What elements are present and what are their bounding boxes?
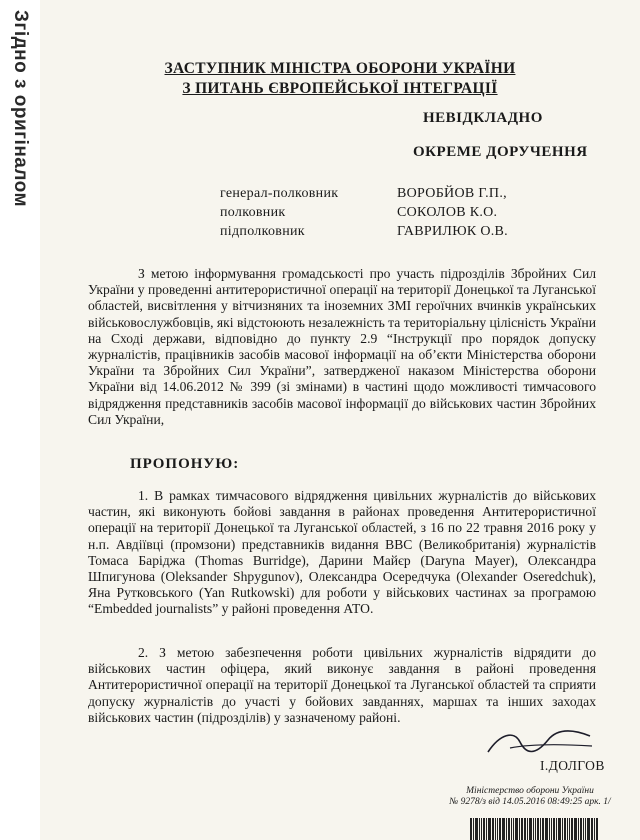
barcode-bar (479, 818, 480, 840)
barcode-bar (508, 818, 510, 840)
recipient-rank: генерал-полковник (220, 186, 339, 201)
barcode-bar (521, 818, 523, 840)
registration-ministry: Міністерство оборони України (466, 786, 594, 796)
certified-copy-stamp (0, 0, 40, 840)
barcode-bar (578, 818, 579, 840)
certified-copy-text: Згідно з оригіналом (10, 10, 31, 208)
barcode-bar (587, 818, 590, 840)
barcode-bar (519, 818, 520, 840)
barcode-bar (481, 818, 482, 840)
barcode-bar (585, 818, 586, 840)
barcode-bar (537, 818, 539, 840)
barcode-bar (527, 818, 528, 840)
barcode-bar (495, 818, 496, 840)
proposal-item-1: 1. В рамках тимчасового відрядження цивільних журналістів до військових частин, які виконують бойові завдання в районах проведення Антитерористичної операції на території Донецької та Луганської областей, з 16 по 22 травня 2016 року у н.п. Авдіївці (промзони) представників видання BBC (Великобританія) журналістів Томаса Баріджа (Thomas Burridge), Дарини Майєр (Daryna Mayer), Олександра Шпигунова (Oleksander Shpygunov), Олександра Осередчука (Olexander Oseredchuk), Яна Рутковського (Yan Rutkowski) для роботи у військових частинах за програмою “Embedded journalists” у районі проведення АТО. (88, 488, 596, 617)
barcode-bar (529, 818, 532, 840)
barcode-bar (556, 818, 557, 840)
barcode-bar (524, 818, 526, 840)
registration-stamp (420, 786, 640, 808)
proposal-item-2: 2. З метою забезпечення роботи цивільних журналістів відрядити до військових частин офіцера, який виконує завдання в районі проведення Антитерористичної операції на території Донецької та Луганської областей та сприяти допуску журналістів до участі у бойових завданнях, маршах та інших заходах військових частин (підрозділів) у зазначеному районі. (88, 645, 596, 725)
barcode-bar (591, 818, 593, 840)
barcode-bar (488, 818, 491, 840)
barcode-bar (475, 818, 478, 840)
barcode-bar (483, 818, 485, 840)
barcode-bar (574, 818, 577, 840)
barcode (470, 818, 640, 840)
barcode-bar (535, 818, 536, 840)
order-type-label: ОКРЕМЕ ДОРУЧЕННЯ (413, 144, 588, 160)
document-page (40, 0, 640, 840)
header-line-1: ЗАСТУПНИК МІНІСТРА ОБОРОНИ УКРАЇНИ (164, 60, 516, 77)
barcode-bar (499, 818, 501, 840)
barcode-bar (540, 818, 541, 840)
barcode-bar (511, 818, 512, 840)
recipient-rank: підполковник (220, 224, 305, 239)
barcode-bar (571, 818, 573, 840)
barcode-bar (562, 818, 563, 840)
barcode-bar (492, 818, 494, 840)
recipient-name: СОКОЛОВ К.О. (397, 205, 498, 220)
urgency-label: НЕВІДКЛАДНО (423, 110, 543, 126)
barcode-bar (545, 818, 548, 840)
barcode-bar (567, 818, 568, 840)
barcode-bar (502, 818, 505, 840)
signatory-name: І.ДОЛГОВ (540, 758, 605, 773)
barcode-bar (580, 818, 582, 840)
barcode-bar (515, 818, 518, 840)
barcode-bar (470, 818, 472, 840)
propose-heading: ПРОПОНУЮ: (130, 456, 240, 472)
recipient-name: ГАВРИЛЮК О.В. (397, 224, 508, 239)
intro-paragraph: З метою інформування громадськості про участь підрозділів Збройних Сил України у проведенні антитерористичної операції на території Донецької та Луганської областей, висвітлення у вітчизняних та іноземних ЗМІ героїчних вчинків українських військовослужбовців, які відстоюють незалежність та територіальну цілісність України на Сході держави, відповідно до пункту 2.9 “Інструкції про порядок допуску журналістів, працівників засобів масової інформації на об’єкти Міністерства оборони України та Збройних Сил України”, затвердженої наказом Міністерства оборони України від 14.06.2012 № 399 (зі змінами) в частині щодо можливості тимчасового відрядження представників засобів масової інформації до військових частин Збройних Сил України, (88, 266, 596, 427)
barcode-bar (549, 818, 550, 840)
barcode-bar (513, 818, 514, 840)
barcode-bar (497, 818, 498, 840)
barcode-bar (558, 818, 561, 840)
barcode-bar (583, 818, 584, 840)
recipient-name: ВОРОБЙОВ Г.П., (397, 186, 507, 201)
barcode-bar (564, 818, 566, 840)
handwritten-signature (480, 722, 600, 762)
recipient-rank: полковник (220, 205, 286, 220)
registration-number: № 9278/з від 14.05.2016 08:49:25 арк. 1/ (449, 797, 611, 807)
barcode-bar (506, 818, 507, 840)
barcode-bar (596, 818, 598, 840)
barcode-bar (594, 818, 595, 840)
barcode-bar (486, 818, 487, 840)
barcode-bar (551, 818, 552, 840)
barcode-bar (542, 818, 544, 840)
header-line-2: З ПИТАНЬ ЄВРОПЕЙСЬКОЇ ІНТЕГРАЦІЇ (182, 80, 498, 97)
barcode-bar (553, 818, 555, 840)
barcode-bar (569, 818, 570, 840)
barcode-bar (473, 818, 474, 840)
barcode-bar (533, 818, 534, 840)
